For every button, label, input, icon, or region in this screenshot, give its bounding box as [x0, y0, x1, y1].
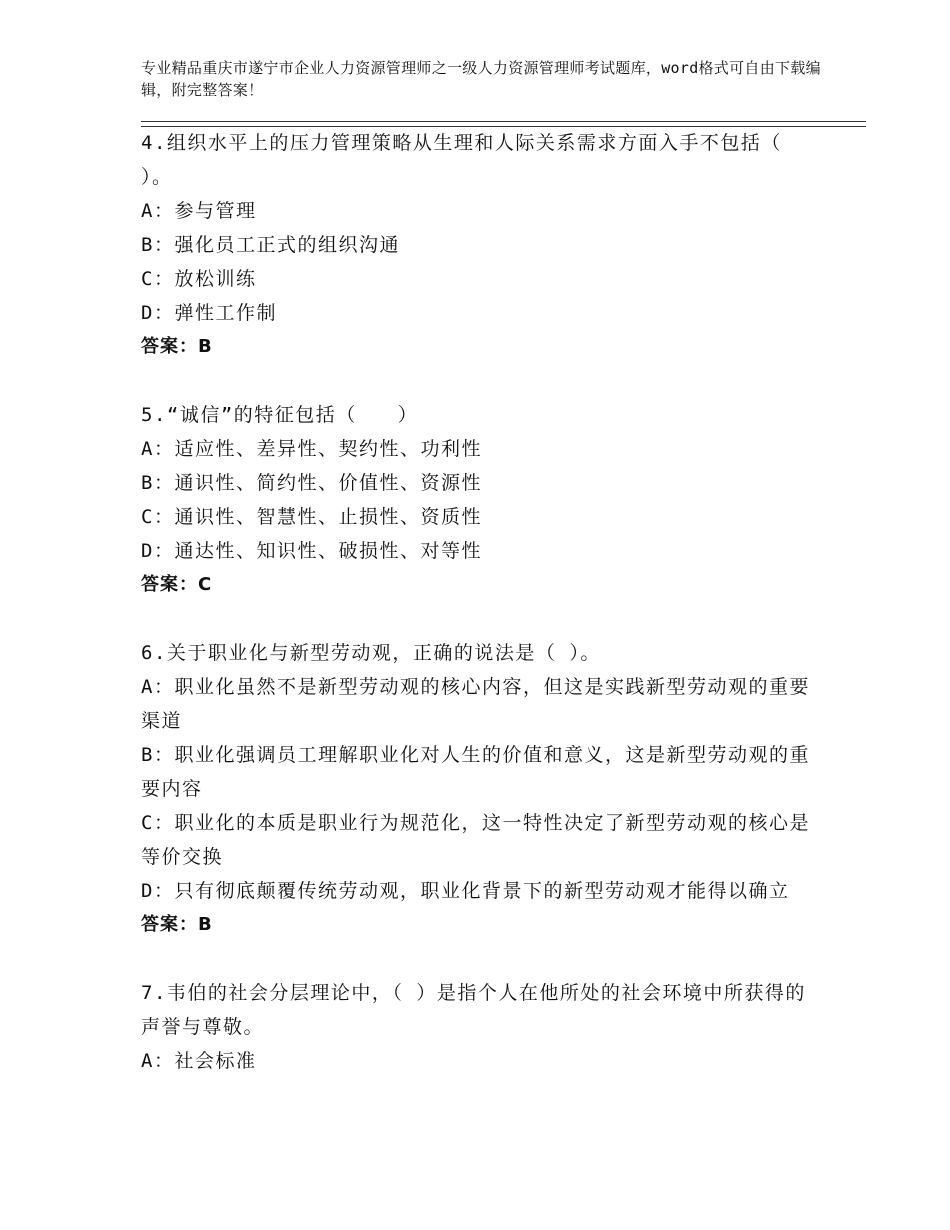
- option-a: A：职业化虽然不是新型劳动观的核心内容，但这是实践新型劳动观的重要渠道: [141, 676, 810, 732]
- question-list: [141, 126, 821, 1112]
- question-7: [141, 976, 821, 1078]
- option-b: B：强化员工正式的组织沟通: [141, 234, 400, 256]
- option-c: C：职业化的本质是职业行为规范化，这一特性决定了新型劳动观的核心是等价交换: [141, 812, 810, 868]
- answer-label: 答案：B: [141, 914, 213, 935]
- question-5: [141, 398, 821, 602]
- question-4: [141, 126, 821, 364]
- question-stem: 4.组织水平上的压力管理策略从生理和人际关系需求方面入手不包括（ ）。: [141, 132, 782, 188]
- question-stem: 7.韦伯的社会分层理论中，（ ）是指个人在他所处的社会环境中所获得的声誉与尊敬。: [141, 982, 806, 1038]
- option-a: A：参与管理: [141, 200, 257, 222]
- option-c: C：放松训练: [141, 268, 257, 290]
- option-b: B：通识性、简约性、价值性、资源性: [141, 472, 482, 494]
- question-stem: 5.“诚信”的特征包括（ ）: [141, 404, 419, 426]
- option-a: A：社会标准: [141, 1050, 257, 1072]
- option-d: D：弹性工作制: [141, 302, 277, 324]
- question-6: [141, 636, 821, 942]
- option-d: D：通达性、知识性、破损性、对等性: [141, 540, 482, 562]
- document-header: 专业精品重庆市遂宁市企业人力资源管理师之一级人力资源管理师考试题库，word格式可自由下载编辑，附完整答案！: [141, 59, 821, 99]
- option-d: D：只有彻底颠覆传统劳动观，职业化背景下的新型劳动观才能得以确立: [141, 880, 790, 902]
- answer-label: 答案：C: [141, 574, 213, 595]
- option-a: A：适应性、差异性、契约性、功利性: [141, 438, 482, 460]
- option-c: C：通识性、智慧性、止损性、资质性: [141, 506, 482, 528]
- question-stem: 6.关于职业化与新型劳动观，正确的说法是（ ）。: [141, 642, 601, 664]
- answer-label: 答案：B: [141, 336, 213, 357]
- option-b: B：职业化强调员工理解职业化对人生的价值和意义，这是新型劳动观的重要内容: [141, 744, 810, 800]
